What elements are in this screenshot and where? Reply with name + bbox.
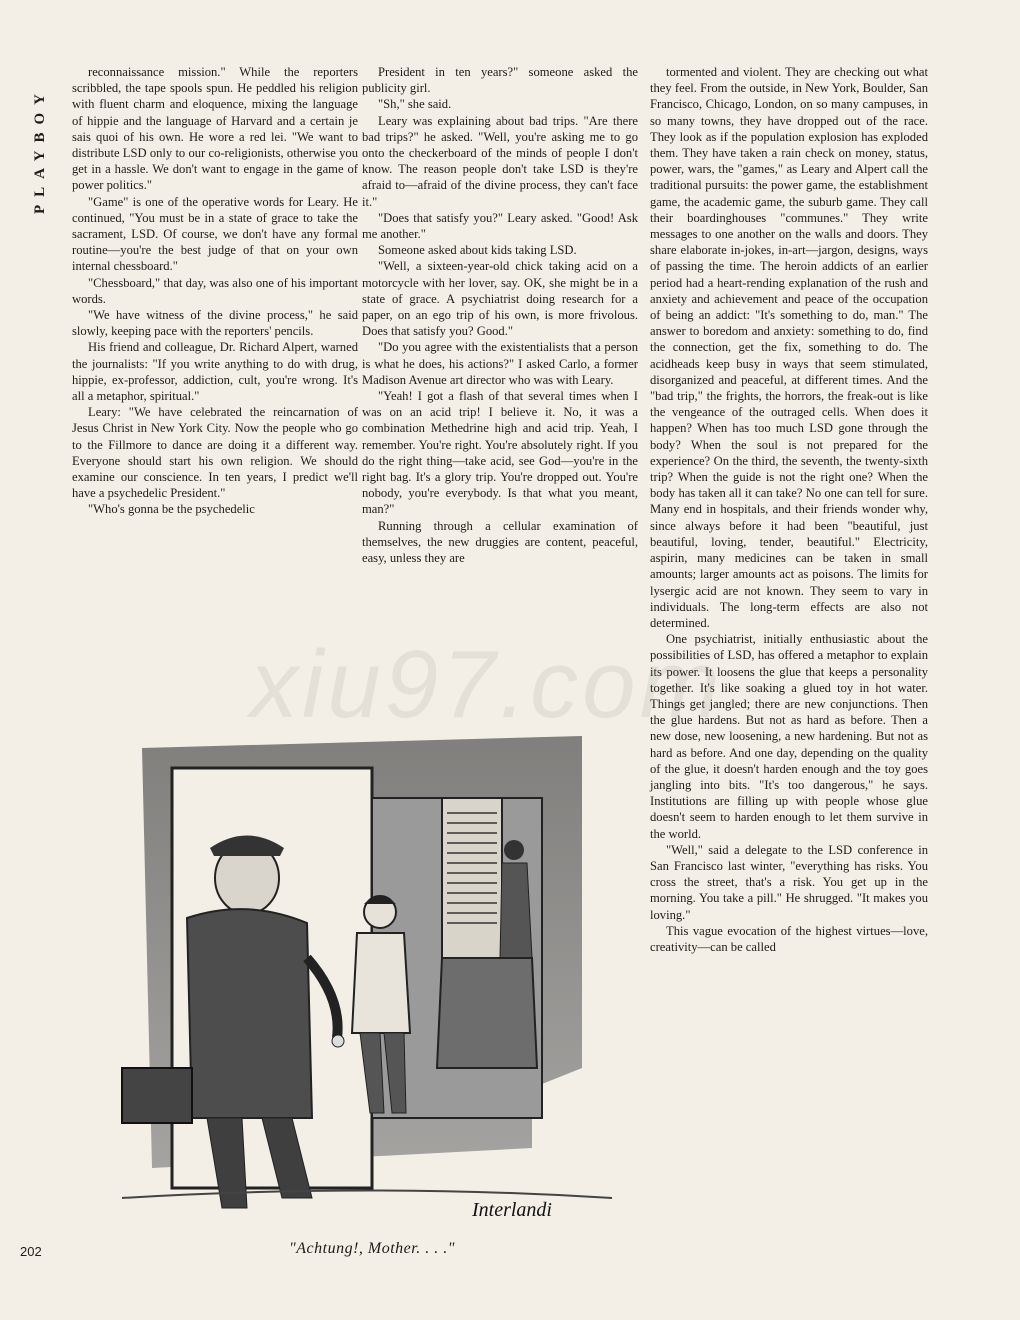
paragraph: President in ten years?" someone asked the publicity girl. [362, 65, 638, 96]
paragraph: "Who's gonna be the psychedelic [88, 502, 255, 517]
paragraph: "Sh," she said. [378, 97, 452, 112]
paragraph: "Yeah! I got a flash of that several times when I was on an acid trip! I believe it. No, it was a combination Methedrine high and acid trip. Yeah, I remember. You're right. You're absolutely right. If you do the right thing—take acid, see God—you're in the right bag. It's a glory trip. You're dropped out. You're nobody, you're everybody. Is that what you meant, man?" [362, 389, 638, 517]
page-number: 202 [20, 1244, 42, 1259]
cartoon-caption: "Achtung!, Mother. . . ." [289, 1240, 455, 1257]
paragraph: Leary: "We have celebrated the reincarnation of Jesus Christ in New York City. Now the people who go to the Fillmore to dance are doing it a different way. Everyone should start his own religion. We should examine our conscience. In ten years, I predict we'll have a psychedelic President." [72, 405, 358, 501]
cartoon-illustration [112, 728, 632, 1236]
paragraph: "We have witness of the divine process," he said slowly, keeping pace with the reporters' pencils. [72, 308, 358, 339]
paragraph: "Game" is one of the operative words for Leary. He continued, "You must be in a state of grace to take the sacrament, LSD. Of course, we don't have any formal routine—you're the best judge of that on your own internal chessboard." [72, 194, 358, 274]
text-column-3 [650, 64, 928, 955]
paragraph: His friend and colleague, Dr. Richard Alpert, warned the journalists: "If you write anything to do with drug, hippie, ex-professor, addiction, cult, you're wrong. It's all a metaphor, spiritual." [72, 340, 358, 404]
text-column-1 [72, 64, 358, 518]
masthead: PLAYBOY [32, 86, 48, 214]
paragraph: One psychiatrist, initially enthusiastic about the possibilities of LSD, has offered a metaphor to explain its power. It loosens the glue that keeps a personality together. It's like soaking a glued toy in hot water. Things get jangled; there are new conjunctions. Then the glue hardens. But not as hard as before. Then a new dose, new loosening, a new hardening. But not as hard as before. And one day, depending on the quality of the glue, it doesn't harden enough and the toy goes jangling into bits. "It's too dangerous," he says. Institutions are filling up with people whose glue doesn't seem to harden enough to let them survive in the world. [650, 632, 928, 841]
cartoon-signature: Interlandi [472, 1199, 552, 1221]
paragraph: This vague evocation of the highest virtues—love, creativity—can be called [650, 923, 928, 954]
paragraph: Running through a cellular examination of themselves, the new druggies are content, peaceful, easy, unless they are [362, 518, 638, 566]
paragraph: Leary was explaining about bad trips. "Are there bad trips?" he asked. "Well, you're asking me to go onto the checkerboard of the minds of people I don't know. The reason people don't take LSD is they're afraid to—afraid of the divine process, they can't face it." [362, 113, 638, 209]
watermark: xiu97.com [250, 631, 724, 738]
paragraph: "Well," said a delegate to the LSD conference in San Francisco last winter, "everything has risks. You cross the street, that's a risk. You get up in the morning. You take a pill." He shrugged. "It makes you loving." [650, 842, 928, 922]
paragraph: "Well, a sixteen-year-old chick taking acid on a motorcycle with her lover, say. OK, she might be in a state of grace. A psychiatrist doing research for a paper, on an ego trip of his own, is more frivolous. Does that satisfy you? Good." [362, 259, 638, 339]
paragraph: reconnaissance mission." While the reporters scribbled, the tape spools spun. He peddled his religion with fluent charm and eloquence, mixing the language of hippie and the language of Harvard and a certain je sais quoi of his own. He wore a red lei. "We want to distribute LSD only to our co-religionists, otherwise you get in a hassle. We don't want to engage in the game of power politics." [72, 65, 358, 193]
paragraph: "Does that satisfy you?" Leary asked. "Good! Ask me another." [362, 210, 638, 242]
paragraph: tormented and violent. They are checking out what they feel. From the outside, in New York, Boulder, San Francisco, Chicago, London, on so many campuses, in so many towns, they have dropped out of the race. They look as if the population explosion has exploded them. They have taken a rain check on money, status, power, wars, the "games," as Leary and Alpert call the traditional pursuits: the power game, the establishment game, the academic game, the suburb game. They call their boardinghouses "communes." They write messages to one another on the walls and doors. They share elaborate in-jokes, in-art—jargon, designs, ways of passing the time. The heroin addicts of an earlier period had a heart-rending explanation of the rush and anxiety and achievement and peace of the occupation of being an addict: "It's something to do, man." The answer to boredom and anxiety: something to do, find the connection, get the fix, something to do. The acidheads keep busy in ways that seem stimulated, disorganized and peaceful, at different times. And the "bad trip," the frights, the horrors, the freak-out is like the vengeance of the outraged cells. When does it happen? When has too much LSD gone through the body? When the soul is not prepared for the experience? On the third, the seventh, the twenty-sixth trip? When the guide is not the right one? When the body has taken all it can take? No one can tell for sure. Many end in hospitals, and their friends wonder why, since always before it had been "beautiful, just beautiful, loving, tender, beautiful." Electricity, aspirin, many medicines can be taken in small amounts; larger amounts act as poisons. The limits for lysergic acid are not known. They seem to vary in individuals. The long-term effects are also not determined. [650, 65, 928, 630]
text-column-2 [362, 64, 638, 566]
paragraph: "Do you agree with the existentialists that a person is what he does, his actions?" I asked Carlo, a former Madison Avenue art director who was with Leary. [362, 340, 638, 387]
paragraph: Someone asked about kids taking LSD. [378, 243, 577, 258]
paragraph: "Chessboard," that day, was also one of his important words. [72, 275, 358, 306]
masthead-spine [30, 64, 52, 224]
